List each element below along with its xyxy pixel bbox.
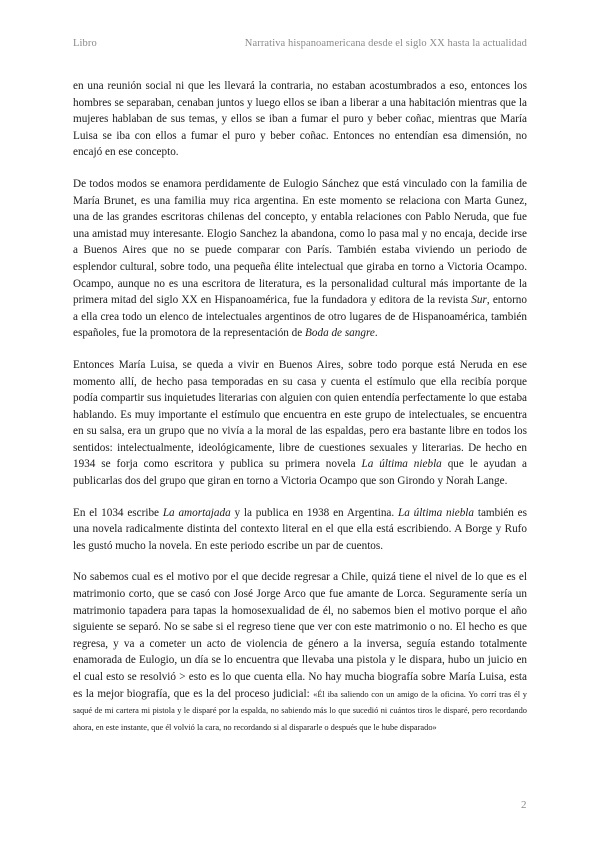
text-run: De todos modos se enamora perdidamente de Eulogio Sánchez que está vinculado con la familia de María Brunet, es una familia muy rica argentina. En este momento se relaciona con Marta Gunez, una de las grandes escritoras chilenas del concepto, y entabla relaciones con Pablo Neruda, que fue una amistad muy interesante. Elogio Sanchez la abandona, como lo pasa mal y no encaja, decide irse a Buenos Aires que no se puede comparar con París. También estaba viviendo un periodo de esplendor cultural, sobre todo, una pequeña élite intelectual que giraba en torno a Victoria Ocampo. Ocampo, aunque no es una escritora de literatura, es la personalidad cultural más importante de la primera mitad del siglo XX en Hispanoamérica, fue la fundadora y editora de la revista — [73, 177, 527, 307]
header-left: Libro — [73, 38, 97, 49]
text-run: y la publica en 1938 en Argentina. — [230, 506, 398, 519]
page-number: 2 — [521, 799, 527, 811]
page-header — [73, 38, 527, 49]
paragraph-4 — [73, 505, 527, 555]
journal-title: Sur — [471, 294, 487, 307]
text-run: No sabemos cual es el motivo por el que decide regresar a Chile, quizá tiene el nivel de lo que es el matrimonio corto, que se casó con José Jorge Arco que fue amante de Lorca. Seguramente sería un matrimonio tapadera para tapas la homosexualidad de él, no sabemos bien el motivo porque el año siguiente se separó. No se sabe si el regreso tiene que ver con este matrimonio o no. El hecho es que regresa, y va a cometer un acto de violencia de género a la inversa, seguía estando totalmente enamorada de Eulogio, un día se lo encuentra que llevaba una pistola y le dispara, hubo un juicio en el cual esto se resolvió > esto es lo que cuenta ella. No hay mucha biografía sobre María Luisa, esta es la mejor biografía, que es la del proceso judicial: — [73, 571, 527, 700]
novel-title: La última niebla — [398, 506, 475, 519]
text-run: , entorno a ella crea todo un elenco de intelectuales argentinos de otro lugares de de Hispanoamérica, también españoles, fue la promotora de la representación de — [73, 294, 527, 340]
novel-title: La última niebla — [361, 458, 442, 471]
header-right: Narrativa hispanoamericana desde el siglo XX hasta la actualidad — [244, 38, 527, 49]
text-run: . — [374, 327, 378, 340]
paragraph-1: en una reunión social ni que les llevará la contraria, no estaban acostumbrados a eso, entonces los hombres se separaban, cenaban juntos y luego ellos se iban a liberar a una habitación mientras que la mujeres hablaban de sus temas, y ellos se iban a fumar el puro y beber coñac, mientras que María Luisa se iba con ellos a fumar el puro y beber coñac. Entonces no entendían esa dimensión, no encajó en ese concepto. — [73, 80, 527, 159]
novel-title: La amortajada — [162, 506, 231, 519]
text-run: también es una novela radicalmente distinta del contexto literal en el que ella está escribiendo. A Borge y Rufo les gustó mucho la novela. En este periodo escribe un par de cuentos. — [73, 506, 528, 552]
body-text — [73, 78, 527, 750]
paragraph-3 — [73, 357, 527, 490]
court-quote: «Él iba saliendo con un amigo de la oficina. Yo corrí tras él y saqué de mi cartera mi pistola y le disparé por la espalda, no sabiendo más lo que sucedió ni cuántos tiros le disparé, pero recordando ahora, en este instante, que él volvió la cara, no recordando si al dispararle o después que le hube disparado» — [73, 689, 527, 732]
text-run: Entonces María Luisa, se queda a vivir en Buenos Aires, sobre todo porque está Neruda en ese momento allí, de hecho pasa temporadas en su casa y cuenta el estímulo que ella recibía porque podía compartir sus inquietudes literarias con alguien con quien entendía perfectamente lo que estaba hablando. Es muy importante el estímulo que encuentra en este grupo de intelectuales, se encuentra en su salsa, era un grupo que no vivía a la moral de las espaldas, pero era bastante libre en todos los sentidos: intelectualmente, ideológicamente, libre de cuestiones sexuales y literarias. De hecho en 1934 se forja como escritora y publica su primera novela — [73, 358, 527, 471]
play-title: Boda de sangre — [305, 327, 375, 340]
text-run: que le ayudan a publicarlas dos del grupo que giran en torno a Victoria Ocampo que son Girondo y Norah Lange. — [73, 458, 527, 488]
text-run: En el 1034 escribe — [73, 506, 163, 519]
paragraph-5 — [73, 569, 527, 735]
paragraph-2 — [73, 176, 527, 342]
